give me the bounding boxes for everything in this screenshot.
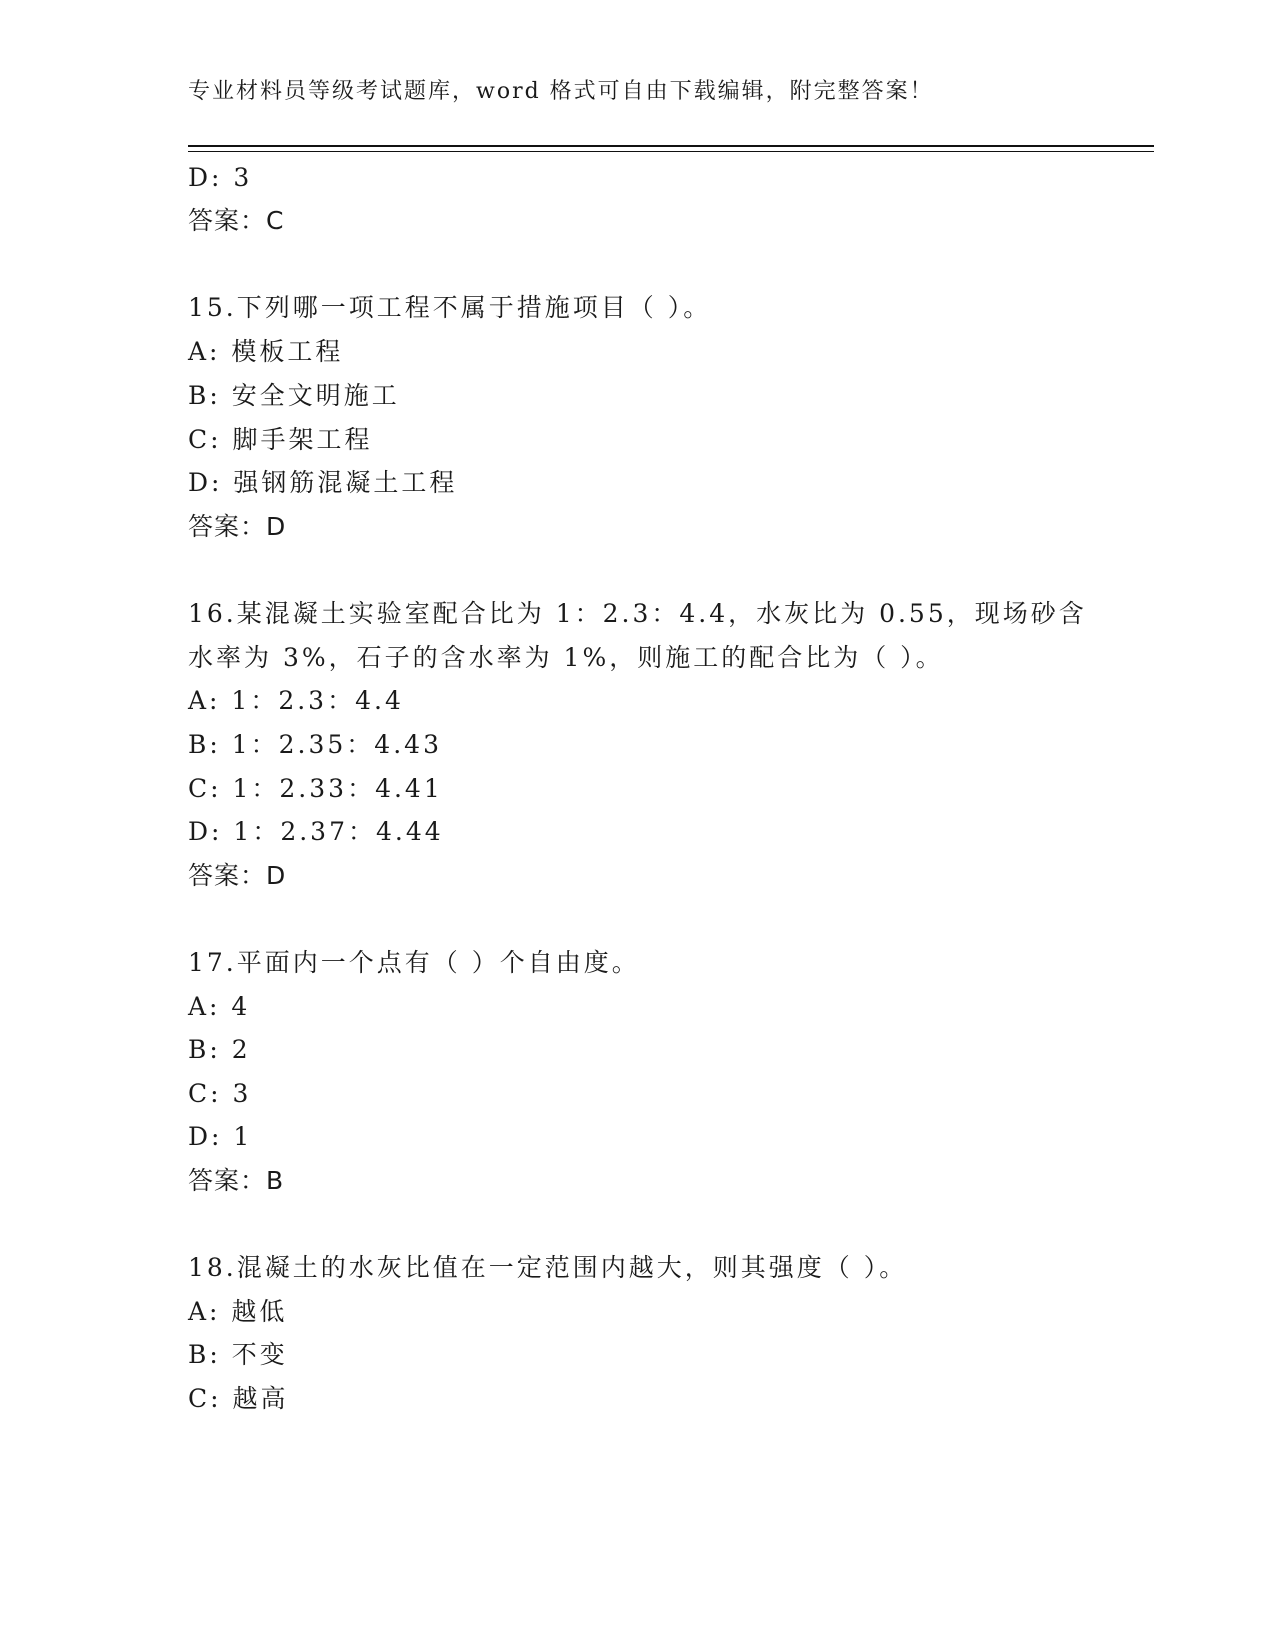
q15-option-a: A: 模板工程	[188, 337, 344, 366]
q16-option-d: D: 1：2.37：4.44	[188, 817, 444, 846]
q17-answer: 答案：B	[188, 1166, 285, 1195]
q18-option-c: C: 越高	[188, 1384, 289, 1413]
q18-stem: 18.混凝土的水灰比值在一定范围内越大，则其强度（ ）。	[188, 1253, 908, 1282]
q16-answer: 答案：D	[188, 861, 287, 890]
q18-option-a: A: 越低	[188, 1297, 288, 1326]
q15-answer: 答案：D	[188, 512, 287, 541]
q17-option-d: D: 1	[188, 1122, 253, 1151]
q15-option-d: D: 强钢筋混凝土工程	[188, 468, 458, 497]
page-header: 专业材料员等级考试题库，word 格式可自由下载编辑，附完整答案！	[188, 79, 934, 104]
prev-option-d: D: 3	[188, 163, 253, 192]
q17-option-c: C: 3	[188, 1079, 252, 1108]
q17-option-b: B: 2	[188, 1035, 251, 1064]
q15-option-b: B: 安全文明施工	[188, 381, 400, 410]
q18-option-b: B: 不变	[188, 1340, 288, 1369]
header-rule-thin	[188, 151, 1154, 152]
q16-option-c: C: 1：2.33：4.41	[188, 774, 443, 803]
q16-option-b: B: 1：2.35：4.43	[188, 730, 442, 759]
q15-option-c: C: 脚手架工程	[188, 425, 373, 454]
q16-option-a: A: 1：2.3：4.4	[188, 686, 404, 715]
header-rule-thick	[188, 145, 1154, 147]
q16-stem-line1: 16.某混凝土实验室配合比为 1：2.3：4.4，水灰比为 0.55，现场砂含	[188, 599, 1087, 628]
q17-option-a: A: 4	[188, 992, 251, 1021]
q16-stem-line2: 水率为 3%，石子的含水率为 1%，则施工的配合比为（ ）。	[188, 643, 944, 672]
prev-answer: 答案：C	[188, 206, 285, 235]
q17-stem: 17.平面内一个点有（ ）个自由度。	[188, 948, 640, 977]
q15-stem: 15.下列哪一项工程不属于措施项目（ ）。	[188, 293, 712, 322]
